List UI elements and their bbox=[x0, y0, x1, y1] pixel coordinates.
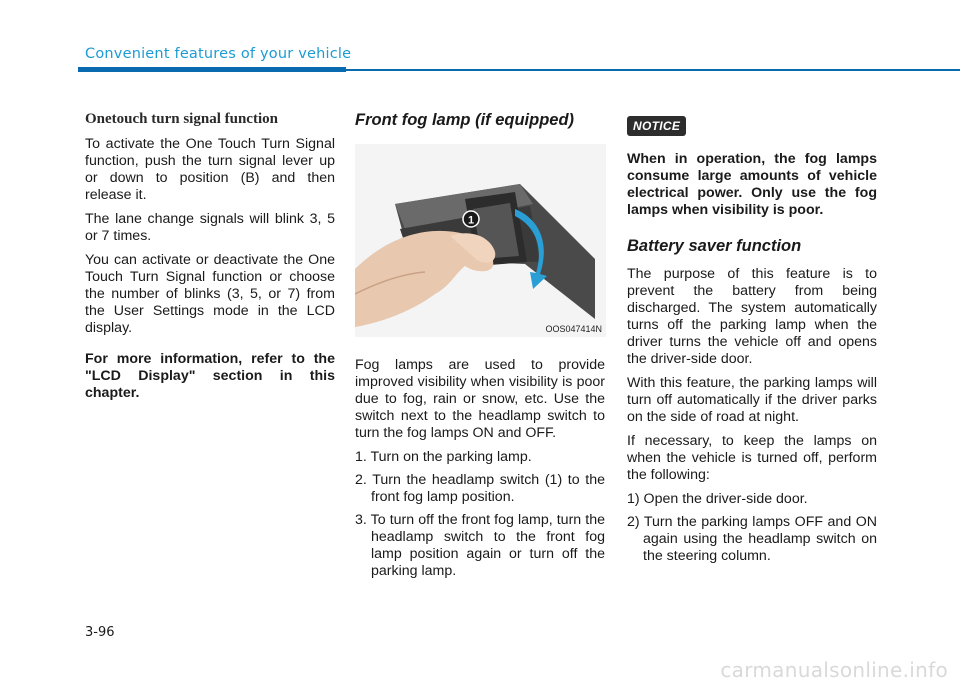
hand-on-switch-icon bbox=[355, 144, 606, 337]
page-number: 3-96 bbox=[85, 625, 115, 640]
battery-paragraph-1: The purpose of this feature is to prevent the battery from being discharged. The system automatically turns off the parking lamp when the driver turns the vehicle off and opens the driver-side door. bbox=[627, 266, 877, 367]
right-column bbox=[627, 116, 877, 571]
fog-step-3: 3. To turn off the front fog lamp, turn the headlamp switch to the front fog lamp position again or turn off the parking lamp. bbox=[355, 512, 605, 579]
onetouch-paragraph-2: The lane change signals will blink 3, 5 or 7 times. bbox=[85, 211, 335, 244]
notice-text: When in operation, the fog lamps consume large amounts of vehicle electrical power. Only use the fog lamps when visibility is poor. bbox=[627, 151, 877, 218]
onetouch-paragraph-3: You can activate or deactivate the One Touch Turn Signal function or choose the number of blinks (3, 5, or 7) from the User Settings mode in the LCD display. bbox=[85, 252, 335, 336]
notice-badge: NOTICE bbox=[627, 116, 686, 136]
lcd-reference-note: For more information, refer to the "LCD Display" section in this chapter. bbox=[85, 351, 335, 401]
battery-step-2: 2) Turn the parking lamps OFF and ON again using the headlamp switch on the steering column. bbox=[627, 514, 877, 564]
header-rule bbox=[346, 69, 960, 71]
battery-paragraph-3: If necessary, to keep the lamps on when the vehicle is turned off, perform the following: bbox=[627, 433, 877, 483]
fog-step-2: 2. Turn the headlamp switch (1) to the front fog lamp position. bbox=[355, 472, 605, 505]
battery-saver-heading: Battery saver function bbox=[627, 237, 802, 255]
left-column bbox=[85, 111, 335, 409]
battery-step-1: 1) Open the driver-side door. bbox=[627, 491, 808, 507]
figure-callout-number: 1 bbox=[467, 214, 475, 227]
fog-lamp-heading: Front fog lamp (if equipped) bbox=[355, 111, 575, 129]
section-title: Convenient features of your vehicle bbox=[85, 46, 352, 62]
onetouch-heading: Onetouch turn signal function bbox=[85, 111, 278, 127]
battery-paragraph-2: With this feature, the parking lamps will turn off automatically if the driver parks on the side of road at night. bbox=[627, 375, 877, 425]
header-bar-accent bbox=[78, 67, 346, 72]
fog-lamp-switch-figure bbox=[355, 144, 606, 337]
fog-lamp-intro: Fog lamps are used to provide improved visibility when visibility is poor due to fog, rain or snow, etc. Use the switch next to the headlamp switch to turn the fog lamps ON and OFF. bbox=[355, 357, 605, 441]
onetouch-paragraph-1: To activate the One Touch Turn Signal function, push the turn signal lever up or down to position (B) and then release it. bbox=[85, 136, 335, 203]
fog-step-1: 1. Turn on the parking lamp. bbox=[355, 449, 532, 465]
middle-column bbox=[355, 111, 605, 586]
figure-caption: OOS047414N bbox=[545, 324, 602, 334]
watermark: carmanualsonline.info bbox=[720, 658, 948, 682]
